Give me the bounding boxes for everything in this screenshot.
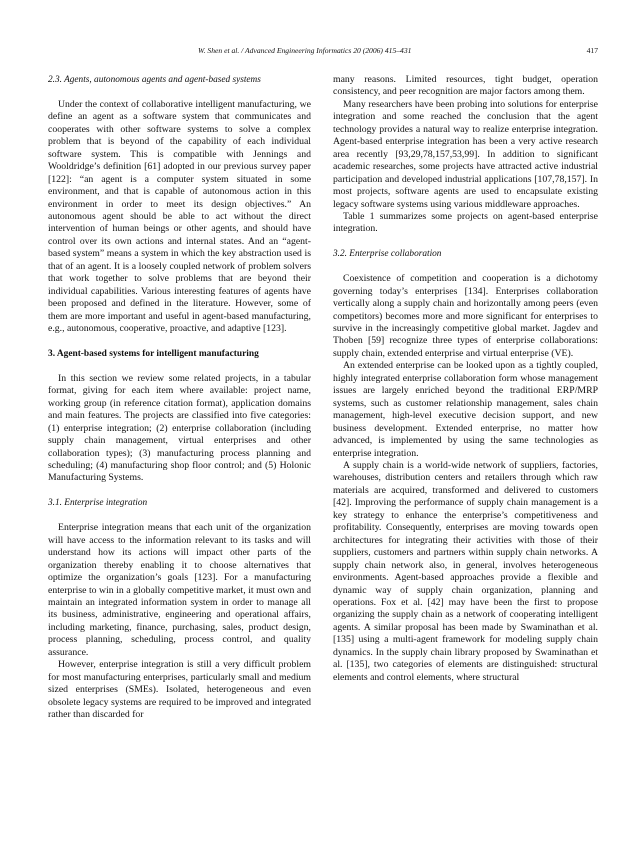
journal-citation: W. Shen et al. / Advanced Engineering Informatics 20 (2006) 415–431	[198, 46, 412, 55]
section-heading-2-3: 2.3. Agents, autonomous agents and agent-based systems	[48, 75, 261, 85]
section-heading-3-2: 3.2. Enterprise collaboration	[333, 249, 442, 260]
section-heading-3: 3. Agent-based systems for intelligent manufacturing	[48, 348, 259, 359]
paragraph: However, enterprise integration is still a very difficult problem for most manufacturing enterprises, particularly small and medium sized enterprises (SMEs). Isolated, heterogeneous and even obsolete legacy systems are required to be improved and integrated rather than discarded for	[48, 659, 311, 721]
paragraph: Under the context of collaborative intelligent manufacturing, we define an agent as a software system that communicates and cooperates with other software systems to solve a complex problem that is beyond of the capability of each individual software system. This is compatible with Jennings and Wooldridge’s definition [61] adopted in our previous survey paper [122]: “an agent is a computer system situated in some environment, and that is capable of autonomous action in this environment in order to meet its design objectives.” An autonomous agent should be able to act without the direct intervention of human beings or other agents, and should have control over its own actions and internal states. And an “agent-based system” means a system in which the key abstraction used is that of an agent. It is a loosely coupled network of problem solvers that work together to solve problems that are beyond their individual capabilities. Various interesting features of agents have been proposed and defined in the literature. However, some of them are more important and useful in agent-based manufacturing, e.g., autonomous, cooperative, proactive, and adaptive [123].	[48, 98, 311, 335]
paragraph: A supply chain is a world-wide network of suppliers, factories, warehouses, distribution centers and retailers through which raw materials are acquired, transformed and delivered to customers [42]. Improving the performance of supply chain management is a key strategy to enhance the enterprise’s competitiveness and profitability. Consequently, enterprises are moving towards open architectures for integrating their activities with those of their suppliers, customers and partners within supply chain networks. A supply chain network also, in general, involves heterogeneous environments. Agent-based approaches provide a flexible and dynamic way of supply chain organization, planning and operations. Fox et al. [42] may have been the first to propose organizing the supply chain as a network of cooperating intelligent agents. A similar proposal has been made by Swaminathan et al. [135] using a multi-agent framework for modeling supply chain dynamics. In the supply chain library proposed by Swaminathan et al. [135], two categories of elements are distinguished: structural elements and control elements, where structural	[333, 460, 598, 683]
section-heading-3-1: 3.1. Enterprise integration	[48, 498, 148, 509]
paragraph: many reasons. Limited resources, tight budget, operation consistency, and peer recognition are major factors among them.	[333, 74, 598, 98]
left-column	[48, 74, 311, 721]
page-number: 417	[586, 46, 598, 55]
paragraph: In this section we review some related projects, in a tabular format, giving for each item where available: project name, working group (in reference citation format), application domains and main features. The projects are classified into five categories: (1) enterprise integration; (2) enterprise collaboration (including supply chain management, virtual enterprises and other collaboration types); (3) manufacturing process planning and scheduling; (4) manufacturing shop floor control; and (5) Holonic Manufacturing Systems.	[48, 372, 311, 484]
paragraph: An extended enterprise can be looked upon as a tightly coupled, highly integrated enterprise collaboration form whose management issues are largely enriched beyond the traditional ERP/MRP systems, such as customer relationship management, sales chain management, high-level executive decision support, and new business development. Extended enterprise, no matter how advanced, is implemented by using the same technologies as enterprise integration.	[333, 360, 598, 459]
paragraph: Many researchers have been probing into solutions for enterprise integration and some reached the conclusion that the agent technology provides a natural way to realize enterprise integration. Agent-based enterprise integration has been a very active research area recently [93,29,78,157,53,99]. In addition to significant academic researches, some projects have attracted active industrial participation and developed industrial applications [107,78,157]. In most projects, software agents are used to encapsulate existing legacy software systems using various middleware approaches.	[333, 98, 598, 210]
paragraph: Table 1 summarizes some projects on agent-based enterprise integration.	[333, 210, 598, 235]
right-column	[333, 74, 598, 684]
paragraph: Enterprise integration means that each unit of the organization will have access to the information relevant to its tasks and will understand how its actions will impact other parts of the organization thereby enabling it to choose alternatives that optimize the organization’s goals [123]. For a manufacturing enterprise to win in a globally competitive market, it must own and maintain an integrated information system in order to manage all its business, administrative, engineering and operational affairs, including marketing, finance, purchasing, sales, product design, process planning, scheduling, process control, and quality assurance.	[48, 522, 311, 658]
running-header	[48, 46, 598, 58]
paragraph: Coexistence of competition and cooperation is a dichotomy governing today’s enterprises [134]. Enterprises collaboration vertically along a supply chain and horizontally among peers (even competitors) becomes more and more significant for enterprises to survive in the increasingly competitive global market. Jagdev and Thoben [59] recognize three types of enterprise collaborations: supply chain, extended enterprise and virtual enterprise (VE).	[333, 273, 598, 359]
